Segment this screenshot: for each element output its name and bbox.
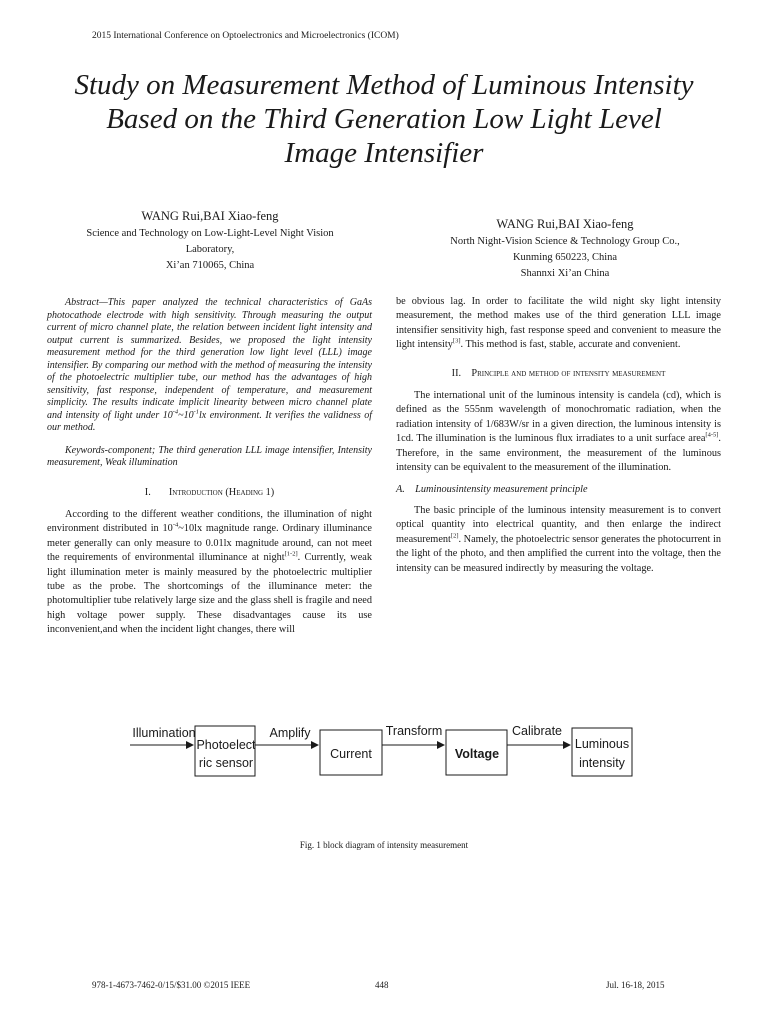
affiliation-line: North Night-Vision Science & Technology Group Co., — [450, 236, 680, 247]
right-column — [396, 295, 721, 576]
affiliation-line: Science and Technology on Low-Light-Level Night Vision — [86, 228, 334, 239]
box-text: intensity — [579, 756, 625, 770]
label-illumination: Illumination — [132, 726, 196, 740]
section-heading-2: II. Principle and method of intensity measurement — [451, 367, 666, 379]
label-amplify: Amplify — [269, 726, 311, 740]
box-text: Current — [330, 747, 372, 761]
title-line: Based on the Third Generation Low Light Level — [106, 103, 662, 135]
author-block-1 — [40, 208, 380, 274]
box-text: ric sensor — [198, 756, 254, 770]
box-text: Voltage — [454, 747, 500, 761]
affiliation-line: Xi’an 710065, China — [165, 260, 255, 271]
author-name: WANG Rui,BAI Xiao-feng — [141, 209, 279, 223]
section-heading-1: I. Introduction (Heading 1) — [144, 486, 275, 498]
affiliation-line: Laboratory, — [185, 244, 235, 255]
label-calibrate: Calibrate — [511, 724, 563, 738]
page-number: 448 — [375, 980, 389, 990]
block-diagram — [0, 700, 768, 800]
left-column — [47, 297, 372, 638]
affiliation-line: Kunming 650223, China — [512, 252, 618, 263]
intro-paragraph: According to the different weather conditions, the illumination of night environment distributed in $10^{-4}\sim 10lx$ magnitude range. Ordinary illuminance meter generally can only measure to 0.01lx magnitude around, can not meet the requirements of environmental illuminance at night[1-2]. Currently, weak light illumination meter is mainly measured by the photoelectric multiplier tube as the probe. The shortcomings of the illuminance meter: the photomultiplier tube relatively large size and the glass shell is fragile and need high voltage power supply. These disadvantages cause its use inconvenient,and when the incident light changes, there will — [47, 508, 373, 636]
figure-caption: Fig. 1 block diagram of intensity measurement — [299, 840, 469, 850]
title-line: Image Intensifier — [284, 137, 484, 169]
principle-paragraph: The international unit of the luminous intensity is candela (cd), which is defined as the 555nm wavelength of monochromatic radiation, when the radiation intensity of 1/683W/sr in a given direction, the luminous intensity is 1cd. The illumination is the luminous flux irradiates to a unit surface area[4-5]. Therefore, in the same environment, the measurement of the luminous intensity can be equivalent to the measurement of the illumination. — [396, 390, 721, 474]
abstract-label: Abstract — [65, 297, 99, 308]
footer-date: Jul. 16-18, 2015 — [606, 980, 665, 990]
subsection-heading-a: A. Luminousintensity measurement principle — [396, 484, 588, 496]
conference-header: 2015 International Conference on Optoelectronics and Microelectronics (ICOM) — [92, 31, 399, 41]
author-block-2 — [395, 216, 735, 282]
affiliation-line: Shannxi Xi’an China — [520, 268, 610, 279]
measurement-principle-paragraph: The basic principle of the luminous intensity measurement is to convert optical quantity into electrical quantity, and then enlarge the indirect measurement[2]. Namely, the photoelectric sensor generates the photocurrent in the light of the photo, and then amplified the current into the voltage, then the intensity can be measured indirectly by measuring the voltage. — [396, 504, 721, 574]
intro-continued-paragraph: be obvious lag. In order to facilitate the wild night sky light intensity measurement, the method makes use of the third generation LLL image intensifier sensitivity high, fast response speed and convenient to measure the light intensity[3]. This method is fast, stable, accurate and convenient. — [396, 296, 721, 351]
box-text: Luminous — [574, 737, 630, 751]
title-line: Study on Measurement Method of Luminous Intensity — [74, 69, 694, 101]
author-name: WANG Rui,BAI Xiao-feng — [496, 217, 634, 231]
abstract: Abstract—This paper analyzed the technical characteristics of GaAs photocathode electrode with high sensitivity. Through measuring the output current of micro channel plate, the relation between incident light intensity and output current is summarized. Besides, we proposed the light intensity measurement method for the third generation low light level (LLL) image intensifier. By comparing our method with the method of measuring the intensity of the photoelectric multiplier tube, our method has the advantages of high sensitivity, fast response, independent of temperature, and measurement simplicity. The results indicate implicit linearity between micro channel plate and intensity of light under $10^{-4}\sim 10^{-1}lx$ environment. It verifies the validness of our method. — [47, 297, 372, 433]
footer-copyright: 978-1-4673-7462-0/15/$31.00 ©2015 IEEE — [92, 980, 251, 990]
box-text: Photoelect — [196, 738, 256, 752]
label-transform: Transform — [385, 724, 443, 738]
keywords: Keywords-component; The third generation LLL image intensifier, Intensity measurement, Weak illumination — [47, 444, 372, 468]
paper-title — [20, 68, 748, 170]
